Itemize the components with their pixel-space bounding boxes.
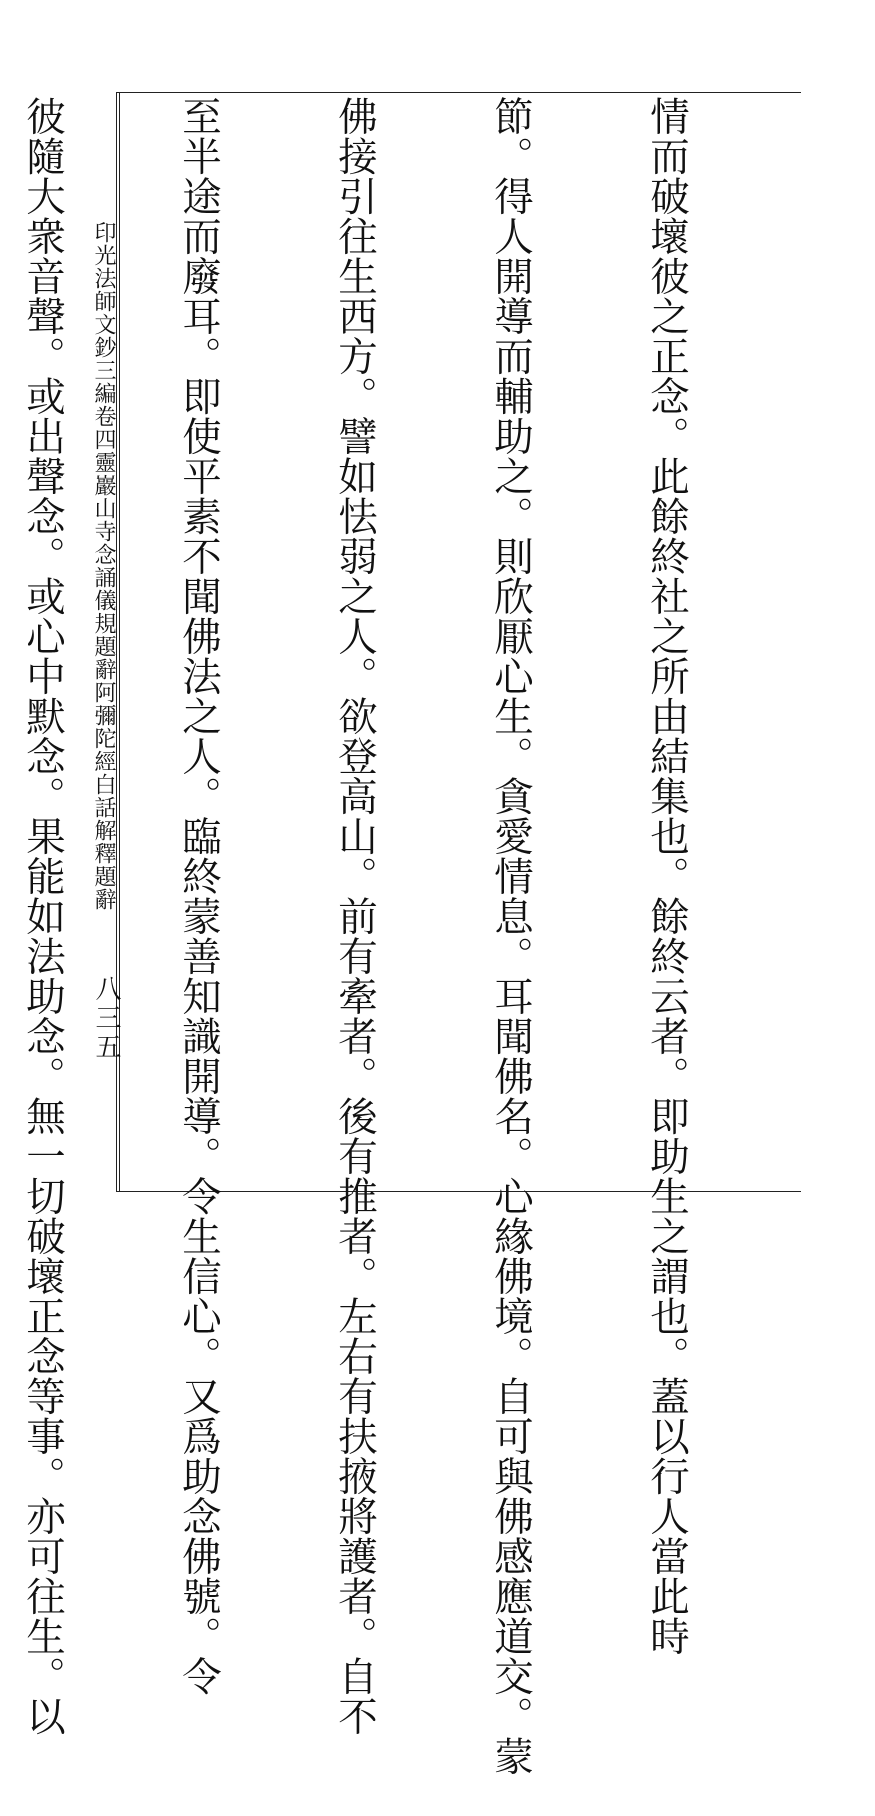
running-head-book-title: 印光法師文鈔三編卷四	[91, 221, 116, 451]
running-head-section-1: 靈巖山寺念誦儀規題辭	[91, 451, 116, 681]
text-column: 彼隨大衆音聲。或出聲念。或心中默念。果能如法助念。無一切破壞正念等事。亦可往生。以	[20, 96, 66, 1736]
page-number: 八三五	[91, 975, 121, 1062]
text-column: 節。得人開導而輔助之。則欣厭心生。貪愛情息。耳聞佛名。心緣佛境。自可與佛感應道交。蒙	[488, 96, 534, 1776]
text-column: 至半途而廢耳。即使平素不聞佛法之人。臨終蒙善知識開導。令生信心。又爲助念佛號。令	[176, 96, 222, 1696]
running-head	[88, 205, 144, 911]
text-column: 佛接引往生西方。譬如怯弱之人。欲登高山。前有牽者。後有推者。左右有扶掖將護者。自不	[332, 96, 378, 1736]
running-head-section-2: 阿彌陀經白話解釋題辭	[91, 681, 116, 911]
text-column: 情而破壞彼之正念。此餘終社之所由結集也。餘終云者。即助生之謂也。蓋以行人當此時	[644, 96, 690, 1656]
